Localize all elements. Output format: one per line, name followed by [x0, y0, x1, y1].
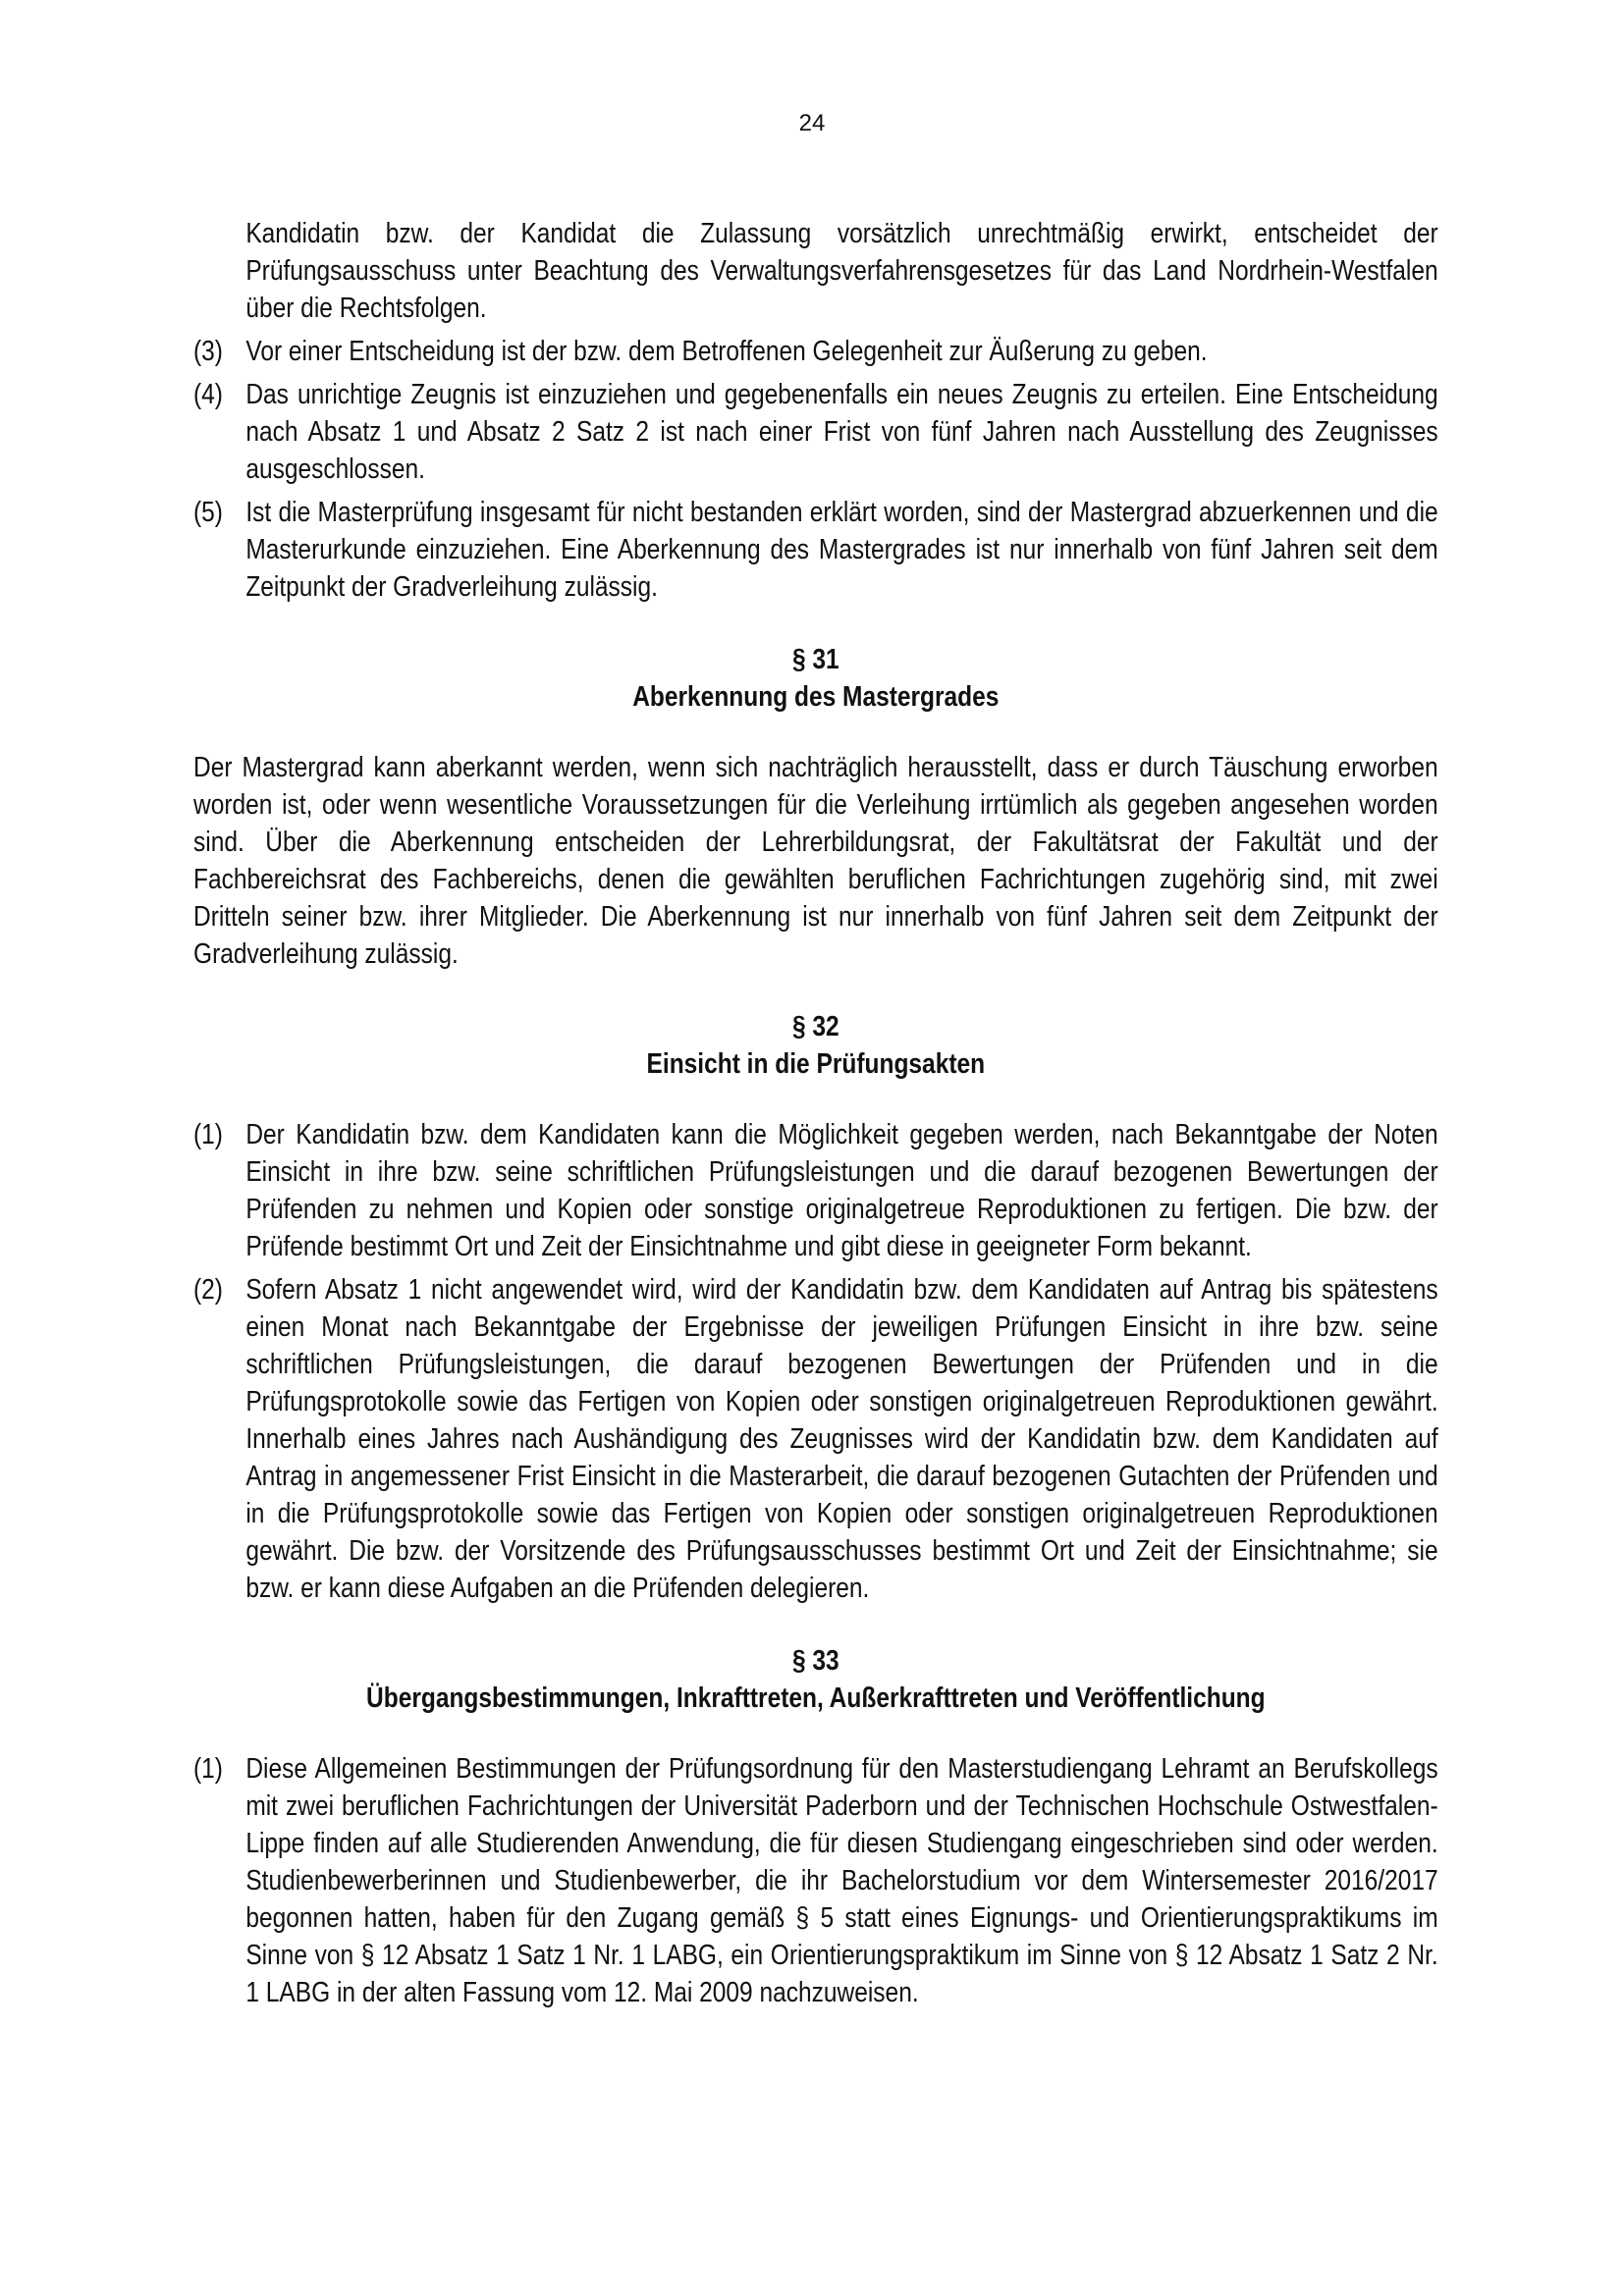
- section-32: [193, 1008, 1438, 1607]
- item-text: Vor einer Entscheidung ist der bzw. dem Betroffenen Gelegenheit zur Äußerung zu geben.: [245, 335, 1208, 367]
- list-item: [193, 1271, 1438, 1607]
- section-title: Übergangsbestimmungen, Inkrafttreten, Außerkrafttreten und Veröffentlichung: [366, 1682, 1266, 1714]
- section-number: § 31: [791, 643, 839, 675]
- section-number: § 32: [791, 1010, 839, 1042]
- item-number: (5): [193, 496, 223, 528]
- section-body: Der Mastergrad kann aberkannt werden, wenn sich nachträglich herausstellt, dass er durch Täuschung erworben worden ist, oder wenn wesentliche Voraussetzungen für die Verleihung irrtümlich als gegeben angesehen worden sind. Über die Aberkennung entscheiden der Lehrerbildungsrat, der Fakultätsrat der Fakultät und der Fachbereichsrat des Fachbereichs, denen die gewählten beruflichen Fachrichtungen zugehörig sind, mit zwei Dritteln seiner bzw. ihrer Mitglieder. Die Aberkennung ist nur innerhalb von fünf Jahren seit dem Zeitpunkt der Gradverleihung zulässig.: [193, 751, 1438, 970]
- list-item: [193, 494, 1438, 606]
- item-text: Ist die Masterprüfung insgesamt für nicht bestanden erklärt worden, sind der Mastergrad abzuerkennen und die Masterurkunde einzuziehen. Eine Aberkennung des Mastergrades ist nur innerhalb von fünf Jahren seit dem Zeitpunkt der Gradverleihung zulässig.: [245, 496, 1438, 603]
- list-item: [193, 1116, 1438, 1265]
- item-text: Sofern Absatz 1 nicht angewendet wird, wird der Kandidatin bzw. dem Kandidaten auf Antrag bis spätestens einen Monat nach Bekanntgabe der Ergebnisse der jeweiligen Prüfungen Einsicht in ihre bzw. seine schriftlichen Prüfungsleistungen, die darauf bezogenen Bewertungen der Prüfenden und in die Prüfungsprotokolle sowie das Fertigen von Kopien oder sonstigen originalgetreuen Reproduktionen gewährt. Innerhalb eines Jahres nach Aushändigung des Zeugnisses wird der Kandidatin bzw. dem Kandidaten auf Antrag in angemessener Frist Einsicht in die Masterarbeit, die darauf bezogenen Gutachten der Prüfenden und in die Prüfungsprotokolle sowie das Fertigen von Kopien oder sonstigen originalgetreuen Reproduktionen gewährt. Die bzw. der Vorsitzende des Prüfungsausschusses bestimmt Ort und Zeit der Einsichtnahme; sie bzw. er kann diese Aufgaben an die Prüfenden delegieren.: [245, 1273, 1438, 1604]
- section-33: [193, 1642, 1438, 2011]
- item-number: (3): [193, 335, 223, 367]
- list-item: [193, 376, 1438, 488]
- list-item: [193, 1750, 1438, 2011]
- continuation-paragraph: Kandidatin bzw. der Kandidat die Zulassung vorsätzlich unrechtmäßig erwirkt, entscheidet der Prüfungsausschuss unter Beachtung des Verwaltungsverfahrensgesetzes für das Land Nordrhein-Westfalen über die Rechtsfolgen.: [245, 217, 1438, 324]
- section-title: Einsicht in die Prüfungsakten: [646, 1047, 986, 1080]
- item-number: (4): [193, 378, 223, 410]
- section-31: [193, 641, 1438, 973]
- item-number: (2): [193, 1273, 223, 1306]
- item-number: (1): [193, 1752, 223, 1785]
- page-number: 24: [798, 110, 826, 136]
- item-number: (1): [193, 1118, 223, 1150]
- document-body: [193, 187, 1438, 2017]
- item-text: Diese Allgemeinen Bestimmungen der Prüfungsordnung für den Masterstudiengang Lehramt an Berufskollegs mit zwei beruflichen Fachrichtungen der Universität Paderborn und der Technischen Hochschule Ostwestfalen-Lippe finden auf alle Studierenden Anwendung, die für diesen Studiengang eingeschrieben sind oder werden. Studienbewerberinnen und Studienbewerber, die ihr Bachelorstudium vor dem Wintersemester 2016/2017 begonnen hatten, haben für den Zugang gemäß § 5 statt eines Eignungs- und Orientierungspraktikums im Sinne von § 12 Absatz 1 Satz 1 Nr. 1 LABG, ein Orientierungspraktikum im Sinne von § 12 Absatz 1 Satz 2 Nr. 1 LABG in der alten Fassung vom 12. Mai 2009 nachzuweisen.: [245, 1752, 1438, 2008]
- section-title: Aberkennung des Mastergrades: [632, 680, 1000, 713]
- list-item: [193, 333, 1438, 370]
- item-text: Der Kandidatin bzw. dem Kandidaten kann die Möglichkeit gegeben werden, nach Bekanntgabe der Noten Einsicht in ihre bzw. seine schriftlichen Prüfungsleistungen und die darauf bezogenen Bewertungen der Prüfenden zu nehmen und Kopien oder sonstige originalgetreue Reproduktionen zu fertigen. Die bzw. der Prüfende bestimmt Ort und Zeit der Einsichtnahme und gibt diese in geeigneter Form bekannt.: [245, 1118, 1438, 1262]
- item-text: Das unrichtige Zeugnis ist einzuziehen und gegebenenfalls ein neues Zeugnis zu erteilen. Eine Entscheidung nach Absatz 1 und Absatz 2 Satz 2 ist nach einer Frist von fünf Jahren nach Ausstellung des Zeugnisses ausgeschlossen.: [245, 378, 1438, 485]
- section-number: § 33: [791, 1644, 839, 1677]
